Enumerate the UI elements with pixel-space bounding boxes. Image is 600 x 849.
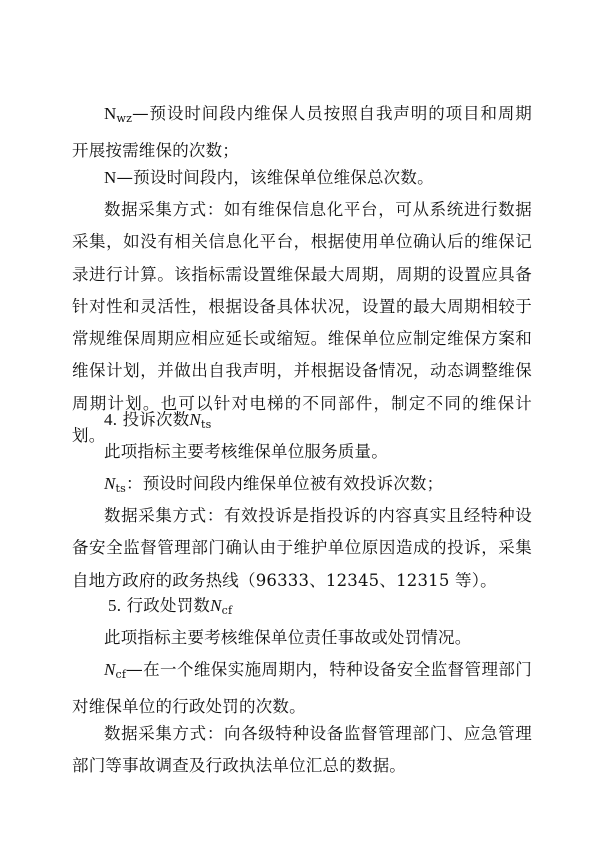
definition-n bbox=[72, 162, 532, 194]
indicator-description-service: 此项指标主要考核维保单位服务质量。 bbox=[104, 442, 388, 461]
section-title: 投诉次数 bbox=[122, 410, 190, 429]
data-collection-paragraph-2: 数据采集方式：有效投诉是指投诉的内容真实且经特种设备安全监督管理部门确认由于维护单位原因造成的投诉，采集自地方政府的政务热线（96333、12345、12315 等）。 bbox=[72, 506, 532, 590]
indicator-description-penalty: 此项指标主要考核维保单位责任事故或处罚情况。 bbox=[104, 628, 472, 647]
subscript-ts: ts bbox=[200, 418, 212, 431]
symbol-n: N bbox=[104, 474, 116, 493]
symbol-n: N bbox=[210, 596, 222, 615]
definition-nts-text: ：预设时间段内维保单位被有效投诉次数； bbox=[126, 474, 444, 493]
symbol-n: N bbox=[104, 660, 116, 679]
definition-n-text: —预设时间段内，该维保单位维保总次数。 bbox=[116, 168, 434, 187]
definition-ncf-text: —在一个维保实施周期内，特种设备安全监督管理部门对维保单位的行政处罚的次数。 bbox=[72, 660, 532, 717]
section-number: 5. bbox=[108, 596, 122, 615]
data-collection-paragraph-1: 数据采集方式：如有维保信息化平台，可从系统进行数据采集，如没有相关信息化平台，根据使用单位确认后的维保记录进行计算。该指标需设置维保最大周期，周期的设置应具备针对性和灵活性，根据设备具体状况，设置的最大周期相较于常规维保周期应相应延长或缩短。维保单位应制定维保方案和维保计划，并做出自我声明，并根据设备情况，动态调整维保周期计划。也可以针对电梯的不同部件，制定不同的维保计划。 bbox=[72, 200, 532, 446]
symbol-n: N bbox=[104, 168, 117, 187]
symbol-n: N bbox=[189, 410, 201, 429]
definition-ncf bbox=[72, 654, 532, 724]
symbol-n: N bbox=[104, 104, 117, 123]
subscript-cf: cf bbox=[221, 604, 233, 617]
section-title: 行政处罚数 bbox=[126, 596, 211, 615]
subscript-cf: cf bbox=[115, 668, 127, 681]
data-collection-paragraph-3: 数据采集方式：向各级特种设备监督管理部门、应急管理部门等事故调查及行政执法单位汇总的数据。 bbox=[72, 724, 532, 776]
definition-nwz bbox=[72, 98, 532, 168]
definition-nwz-text: —预设时间段内维保人员按照自我声明的项目和周期开展按需维保的次数； bbox=[72, 104, 532, 161]
subscript-wz: wz bbox=[116, 112, 133, 125]
subscript-ts: ts bbox=[115, 482, 127, 495]
section-number: 4. bbox=[104, 410, 118, 429]
